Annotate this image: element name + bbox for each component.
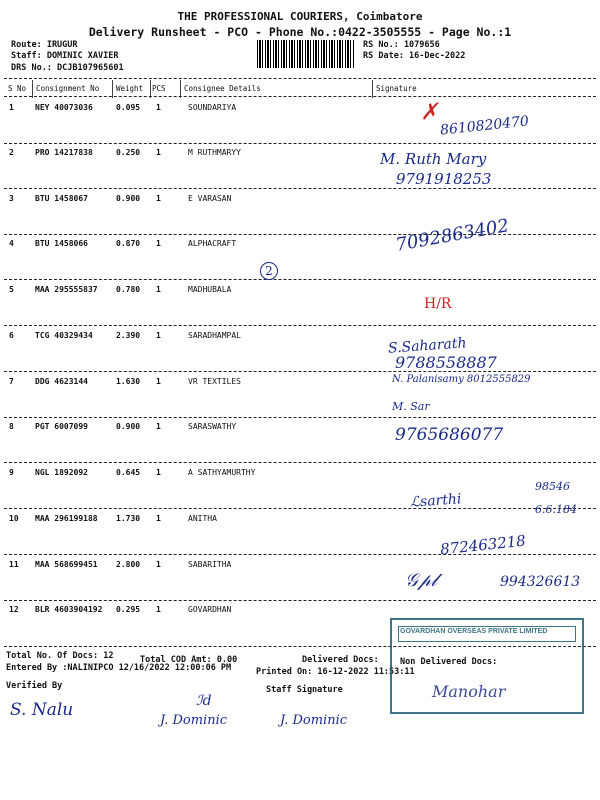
signature-name: N. Palanisamy 8012555829 <box>392 374 531 385</box>
row-consignee: VR TEXTILES <box>188 377 241 386</box>
col-weight: Weight <box>116 84 144 93</box>
delivered-docs: Delivered Docs: <box>302 655 379 665</box>
staff-signature: J. Dominic <box>160 713 228 728</box>
row-weight: 1.630 <box>116 377 141 386</box>
non-delivered-docs: Non Delivered Docs: <box>400 657 498 667</box>
row-weight: 2.800 <box>116 560 141 569</box>
row-divider <box>4 188 596 189</box>
row-divider <box>4 417 596 418</box>
row-consignee: GOVARDHAN <box>188 605 232 614</box>
row-sno: 8 <box>9 422 14 431</box>
row-sno: 7 <box>9 377 14 386</box>
divider <box>4 78 596 79</box>
circled-mark: 2 <box>260 262 278 280</box>
col-pcs: PCS <box>152 84 166 93</box>
row-consignee: A SATHYAMURTHY <box>188 468 256 477</box>
signature-phone: 9765686077 <box>395 425 504 445</box>
row-sno: 6 <box>9 331 14 340</box>
row-consignment: MAA 296199188 <box>35 514 98 523</box>
row-divider <box>4 554 596 555</box>
company-title: THE PROFESSIONAL COURIERS, Coimbatore <box>177 10 423 23</box>
table-row <box>0 422 600 467</box>
signature-scribble: ✗ <box>419 99 440 126</box>
row-consignment: TCG 40329434 <box>35 331 93 340</box>
row-pcs: 1 <box>156 285 161 294</box>
row-consignee: SOUNDARIYA <box>188 103 237 112</box>
verified-by-label: Verified By <box>6 681 63 691</box>
row-consignee: SARASWATHY <box>188 422 237 431</box>
col-signature: Signature <box>376 84 417 93</box>
barcode <box>257 40 355 68</box>
divider <box>4 96 596 97</box>
stamp-text: GOVARDHAN OVERSEAS PRIVATE LIMITED <box>400 628 548 635</box>
signature-phone: 9788558887 <box>395 353 497 372</box>
row-sno: 12 <box>9 605 19 614</box>
row-pcs: 1 <box>156 194 161 203</box>
table-row <box>0 239 600 284</box>
row-pcs: 1 <box>156 331 161 340</box>
row-divider <box>4 508 596 509</box>
row-weight: 0.250 <box>116 148 141 157</box>
row-pcs: 1 <box>156 468 161 477</box>
col-sno: S No <box>8 84 27 93</box>
row-consignee: SARADHAMPAL <box>188 331 241 340</box>
signature-name: M. Sar <box>392 400 430 413</box>
row-pcs: 1 <box>156 377 161 386</box>
row-sno: 4 <box>9 239 14 248</box>
runsheet-title: Delivery Runsheet - PCO - Phone No.:0422-3505555 - Page No.:1 <box>88 25 512 39</box>
row-divider <box>4 371 596 372</box>
signature-name: M. Ruth Mary <box>380 150 487 168</box>
row-consignment: MAA 295555837 <box>35 285 98 294</box>
row-sno: 1 <box>9 103 14 112</box>
row-weight: 0.900 <box>116 194 141 203</box>
row-consignment: DDG 4623144 <box>35 377 88 386</box>
row-weight: 0.780 <box>116 285 141 294</box>
signature-mark: H/R <box>424 296 452 312</box>
row-consignment: NEY 40073036 <box>35 103 93 112</box>
row-pcs: 1 <box>156 103 161 112</box>
row-pcs: 1 <box>156 239 161 248</box>
row-consignee: ALPHACRAFT <box>188 239 237 248</box>
row-weight: 0.870 <box>116 239 141 248</box>
row-consignee: MADHUBALA <box>188 285 232 294</box>
total-cod: Total COD Amt: 0.00 <box>140 655 238 665</box>
printed-on: Printed On: 16-12-2022 11:53:11 <box>256 667 415 677</box>
table-row <box>0 285 600 330</box>
row-consignment: PGT 6007099 <box>35 422 88 431</box>
row-sno: 2 <box>9 148 14 157</box>
stamp-signature: Manohar <box>432 682 506 701</box>
table-row <box>0 468 600 513</box>
signature-phone: 994326613 <box>500 574 581 590</box>
row-pcs: 1 <box>156 605 161 614</box>
row-consignee: E VARASAN <box>188 194 232 203</box>
row-weight: 0.095 <box>116 103 141 112</box>
col-consignment: Consignment No <box>36 84 100 93</box>
row-pcs: 1 <box>156 514 161 523</box>
row-weight: 2.390 <box>116 331 141 340</box>
total-docs: Total No. Of Docs: 12 <box>6 651 114 661</box>
row-sno: 11 <box>9 560 19 569</box>
staff: Staff: DOMINIC XAVIER <box>11 51 119 61</box>
row-divider <box>4 143 596 144</box>
signature-note: 6.6.184 <box>535 503 577 516</box>
row-pcs: 1 <box>156 148 161 157</box>
rs-date: RS Date: 16-Dec-2022 <box>363 51 466 61</box>
verifier-signature: S. Nalu <box>10 700 74 720</box>
row-pcs: 1 <box>156 560 161 569</box>
entered-by: Entered By :NALINIPCO 12/16/2022 12:00:06 PM <box>6 663 232 673</box>
row-sno: 10 <box>9 514 19 523</box>
signature-scribble: ℒsarthi <box>409 491 462 511</box>
row-weight: 0.295 <box>116 605 141 614</box>
signature-phone: 872463218 <box>439 531 527 559</box>
row-consignment: NGL 1892092 <box>35 468 88 477</box>
staff-signature: J. Dominic <box>280 713 348 728</box>
row-consignment: BTU 1458066 <box>35 239 88 248</box>
staff-signature-label: Staff Signature <box>266 685 343 695</box>
table-row <box>0 148 600 193</box>
row-consignee: M RUTHMARYY <box>188 148 241 157</box>
signature-phone: 9791918253 <box>396 170 492 188</box>
row-divider <box>4 279 596 280</box>
row-weight: 0.645 <box>116 468 141 477</box>
route: Route: IRUGUR <box>11 40 78 50</box>
rs-number: RS No.: 1079656 <box>363 40 440 50</box>
row-consignment: BTU 1458067 <box>35 194 88 203</box>
signature-note: 98546 <box>535 480 570 493</box>
row-consignment: MAA 568699451 <box>35 560 98 569</box>
row-consignment: BLR 4603904192 <box>35 605 103 614</box>
row-consignee: ANITHA <box>188 514 217 523</box>
row-weight: 0.900 <box>116 422 141 431</box>
row-divider <box>4 325 596 326</box>
staff-initial: ℐd <box>196 693 212 709</box>
drs-number: DRS No.: DCJB107965601 <box>11 63 124 73</box>
row-consignment: PRO 14217838 <box>35 148 93 157</box>
table-row <box>0 331 600 376</box>
row-consignee: SABARITHA <box>188 560 232 569</box>
row-weight: 1.730 <box>116 514 141 523</box>
signature-name: S.Saharath <box>387 335 467 357</box>
row-sno: 9 <box>9 468 14 477</box>
company-stamp <box>390 618 584 714</box>
row-pcs: 1 <box>156 422 161 431</box>
signature-scribble: 𝒢𝓅𝓁 <box>405 570 437 591</box>
signature-phone: 7092863402 <box>394 215 511 256</box>
col-consignee: Consignee Details <box>184 84 261 93</box>
row-sno: 3 <box>9 194 14 203</box>
signature-phone: 8610820470 <box>439 113 530 139</box>
row-sno: 5 <box>9 285 14 294</box>
row-divider <box>4 462 596 463</box>
row-divider <box>4 600 596 601</box>
